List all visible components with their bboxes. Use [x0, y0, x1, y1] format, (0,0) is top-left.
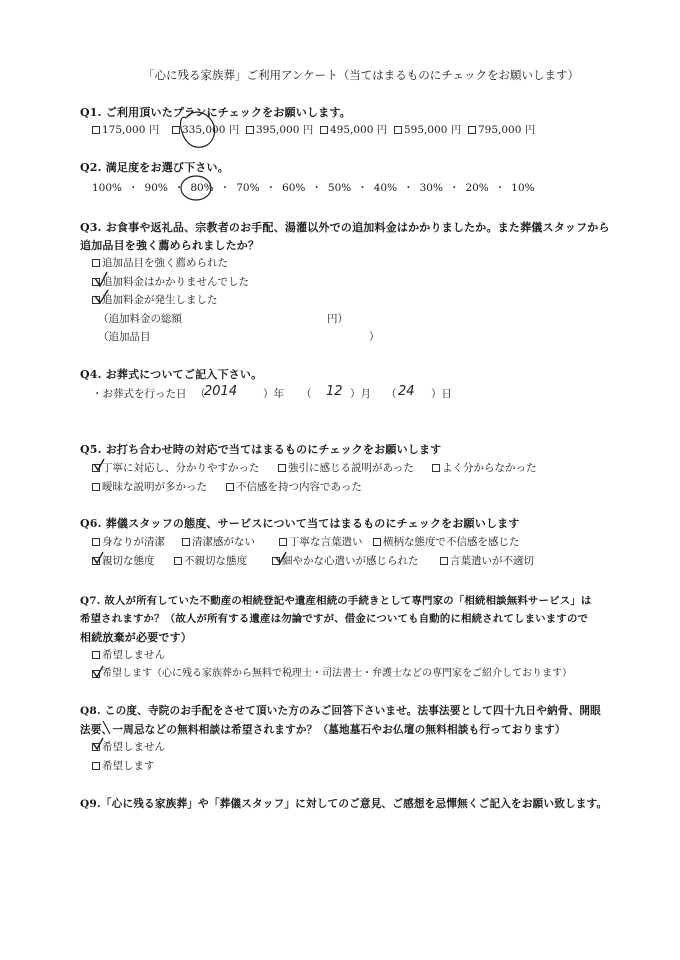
q6-option-polite-language[interactable]: 丁寧な言葉遣い [279, 537, 373, 548]
q6-question: Q6. 葬儀スタッフの態度、サービスについて当てはまるものにチェックをお願いします [80, 517, 520, 530]
q1-option-795000[interactable]: 795,000 円 [468, 125, 535, 136]
checkbox[interactable] [279, 538, 287, 546]
q9-comment-area[interactable] [80, 818, 600, 948]
checkbox[interactable] [440, 557, 448, 565]
q6-option-arrogant[interactable]: 横柄な態度で不信感を感じた [373, 537, 520, 548]
q2-question: Q2. 満足度をお選び下さい。 [80, 161, 229, 174]
q1-option-395000[interactable]: 395,000 円 [246, 125, 320, 136]
checkbox[interactable] [226, 483, 234, 491]
q3-question-line2: 追加品目を強く薦められましたか？ [80, 239, 260, 252]
q1-option-175000[interactable]: 175,000 円 [92, 125, 172, 136]
q7-question-line3: 相続放棄が必要です） [80, 631, 192, 644]
q6-option-unclean[interactable]: 清潔感がない [182, 537, 279, 548]
q1-option-595000[interactable]: 595,000 円 [394, 125, 468, 136]
checkbox[interactable] [92, 651, 100, 659]
q4-open-paren: （ [301, 388, 312, 400]
q3-amount-unit: 円） [327, 313, 348, 325]
q7-question-line1: Q7. 故人が所有していた不動産の相続登記や遺産相続の手続きとして専門家の「相続相談無料サービス」は [80, 595, 592, 607]
q4-question: Q4. お葬式についてご記入下さい。 [80, 368, 263, 381]
q2-option-50[interactable]: 50% [327, 182, 352, 194]
checkbox[interactable] [92, 464, 100, 472]
q5-option-polite[interactable]: 丁寧に対応し、分かりやすかった [92, 463, 278, 474]
checkbox[interactable] [468, 126, 476, 134]
q3-items-label: （追加品目 [98, 331, 151, 343]
q5-row1 [92, 463, 537, 474]
checkbox[interactable] [92, 538, 100, 546]
checkbox[interactable] [174, 557, 182, 565]
q4-day-unit: ）日 [431, 388, 452, 400]
checkbox[interactable] [278, 464, 286, 472]
q6-option-kind[interactable]: 親切な態度 [92, 556, 174, 567]
q4-year-value[interactable]: 2014 [204, 384, 238, 399]
checkbox[interactable] [92, 126, 100, 134]
q5-option-vague[interactable]: 曖昧な説明が多かった [92, 482, 226, 493]
q9-question: Q9.「心に残る家族葬」や「葬儀スタッフ」に対してのご意見、ご感想を忌憚無くご記入をお願い致します。 [80, 798, 608, 810]
survey-title: 「心に残る家族葬」ご利用アンケート（当てはまるものにチェックをお願いします） [143, 68, 579, 82]
checkbox[interactable] [92, 259, 100, 267]
checkbox[interactable] [92, 296, 100, 304]
checkbox[interactable] [92, 557, 100, 565]
q4-year-unit: ）年 [263, 388, 284, 400]
checkbox[interactable] [92, 278, 100, 286]
q2-option-90[interactable]: 90% [144, 182, 168, 194]
q3-option-extra[interactable]: 追加料金が発生しました [92, 295, 218, 306]
checkbox[interactable] [92, 483, 100, 491]
q2-option-100[interactable]: 100% [92, 182, 123, 194]
checkbox[interactable] [320, 126, 328, 134]
q4-open-paren: （ [386, 388, 397, 400]
checkbox[interactable] [246, 126, 254, 134]
q5-option-pushy[interactable]: 強引に感じる説明があった [278, 463, 432, 474]
q6-option-clean[interactable]: 身なりが清潔 [92, 537, 182, 548]
checkbox[interactable] [394, 126, 402, 134]
checkbox[interactable] [92, 670, 100, 678]
q2-option-70[interactable]: 70% [236, 182, 260, 194]
checkbox[interactable] [373, 538, 381, 546]
q2-option-20[interactable]: 20% [465, 182, 489, 194]
q6-option-unkind[interactable]: 不親切な態度 [174, 556, 272, 567]
q3-items-close: ） [369, 331, 380, 343]
q1-option-335000[interactable]: 335,000 円 [172, 125, 246, 136]
q5-row2 [92, 482, 362, 493]
q8-option-yes[interactable]: 希望します [92, 761, 155, 772]
q1-question: Q1. ご利用頂いたプランにチェックをお願いします。 [80, 106, 351, 119]
q6-option-improper-language[interactable]: 言葉遣いが不適切 [440, 556, 534, 567]
q5-option-unclear[interactable]: よく分からなかった [432, 463, 537, 474]
q2-option-60[interactable]: 60% [282, 182, 306, 194]
q1-option-495000[interactable]: 495,000 円 [320, 125, 394, 136]
q5-option-distrust[interactable]: 不信感を持つ内容であった [226, 482, 362, 493]
checkbox[interactable] [92, 762, 100, 770]
checkbox[interactable] [272, 557, 280, 565]
q8-option-no[interactable]: 希望しません [92, 742, 165, 753]
q4-day-value[interactable]: 24 [398, 384, 415, 399]
q6-row2 [92, 556, 534, 567]
q2-option-40[interactable]: 40% [373, 182, 398, 194]
q2-options: 100% ・ 90% ・ 80% ・ 70% ・ 60% ・ 50% ・ 40% ・ 30% ・ 20% ・ 10% [92, 182, 535, 194]
q2-option-30[interactable]: 30% [419, 182, 443, 194]
q2-option-10[interactable]: 10% [511, 182, 535, 194]
q7-option-yes[interactable]: 希望します（心に残る家族葬から無料で税理士・司法書士・弁護士などの専門家をご紹介しております） [92, 669, 572, 679]
checkbox[interactable] [182, 538, 190, 546]
q4-month-value[interactable]: 12 [326, 384, 343, 399]
checkbox[interactable] [432, 464, 440, 472]
q3-question-line1: Q3. お食事や返礼品、宗教者のお手配、湯灌以外での追加料金はかかりましたか。また葬儀スタッフから [80, 221, 610, 234]
q4-open-paren: （ [195, 388, 206, 400]
q7-question-line2: 希望されますか？（故人が所有する遺産は勿論ですが、借金についても自動的に相続されてしまいますので [80, 613, 589, 625]
q6-option-attentive[interactable]: 細やかな心遣いが感じられた [272, 556, 440, 567]
q4-month-unit: ）月 [350, 388, 371, 400]
q8-question-line1: Q8. この度、寺院のお手配をさせて頂いた方のみご回答下さいませ。法事法要として四十九日や納骨、開眼 [80, 705, 601, 717]
q3-option-no-extra[interactable]: 追加料金はかかりませんでした [92, 277, 249, 288]
checkbox[interactable] [172, 126, 180, 134]
q8-question-line2: 法要、一周忌などの無料相談は希望されますか？（墓地墓石やお仏壇の無料相談も行っております） [80, 724, 566, 736]
checkbox[interactable] [92, 743, 100, 751]
q6-row1 [92, 537, 520, 548]
q5-question: Q5. お打ち合わせ時の対応で当てはまるものにチェックをお願いします [80, 443, 442, 456]
q3-option-recommended[interactable]: 追加品目を強く薦められた [92, 258, 228, 269]
q1-options [92, 125, 535, 136]
q3-amount-label: （追加料金の総額 [98, 313, 182, 325]
q2-option-80[interactable]: 80% [190, 182, 214, 194]
q4-date-label: ・お葬式を行った日 [92, 388, 187, 400]
q7-option-no[interactable]: 希望しません [92, 650, 165, 661]
